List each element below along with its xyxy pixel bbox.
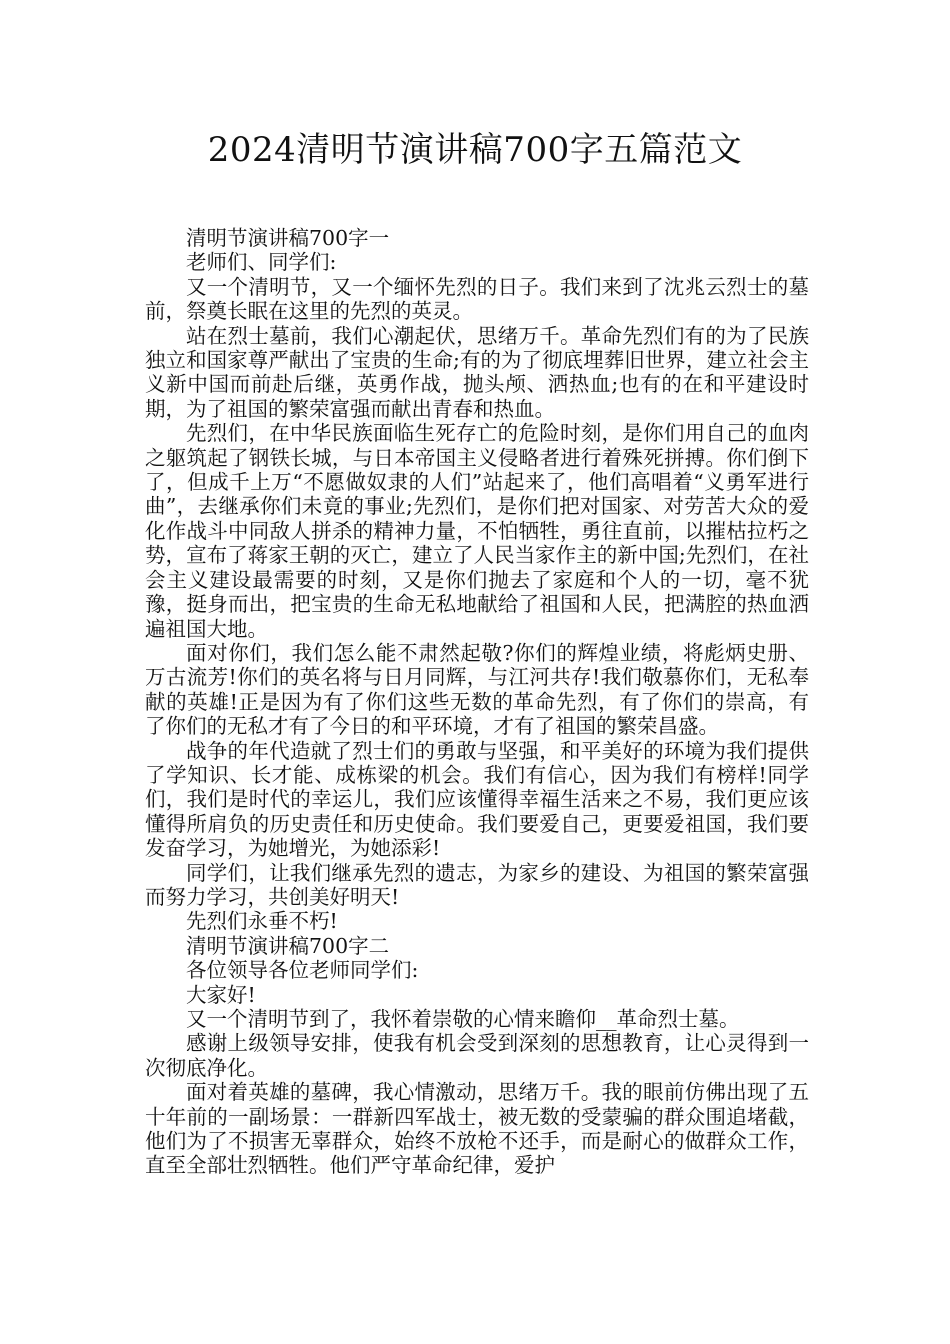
paragraph: 又一个清明节到了，我怀着崇敬的心情来瞻仰__革命烈士墓。 xyxy=(186,1007,740,1031)
salutation: 老师们、同学们: xyxy=(186,250,337,275)
section-heading-1: 清明节演讲稿700字一 xyxy=(186,226,390,250)
document-title: 2024清明节演讲稿700字五篇范文 xyxy=(207,130,743,170)
paragraph: 又一个清明节，又一个缅怀先烈的日子。我们来到了沈兆云烈士的墓前，祭奠长眠在这里的先烈的英灵。 xyxy=(145,274,809,324)
salutation: 各位领导各位老师同学们: xyxy=(186,958,419,983)
paragraph: 先烈们，在中华民族面临生死存亡的危险时刻，是你们用自己的血肉之躯筑起了钢铁长城，与日本帝国主义侵略者进行着殊死拼搏。你们倒下了，但成千上万“不愿做奴隶的人们”站起来了，他们高唱着“义勇军进行曲”，去继承你们未竟的事业;先烈们，是你们把对国家、对劳苦大众的爱化作战斗中同敌人拼杀的精神力量，不怕牺牲，勇往直前，以摧枯拉朽之势，宣布了蒋家王朝的灭亡，建立了人民当家作主的新中国;先烈们，在社会主义建设最需要的时刻，又是你们抛去了家庭和个人的一切，毫不犹豫，挺身而出，把宝贵的生命无私地献给了祖国和人民，把满腔的热血洒遍祖国大地。 xyxy=(145,421,809,641)
paragraph: 战争的年代造就了烈士们的勇敢与坚强，和平美好的环境为我们提供了学知识、长才能、成栋梁的机会。我们有信心，因为我们有榜样!同学们，我们是时代的幸运儿，我们应该懂得幸福生活来之不易，我们更应该懂得所肩负的历史责任和历史使命。我们要爱自己，更要爱祖国，我们要发奋学习，为她增光，为她添彩! xyxy=(145,738,809,861)
paragraph: 感谢上级领导安排，使我有机会受到深刻的思想教育，让心灵得到一次彻底净化。 xyxy=(145,1031,809,1080)
greeting: 大家好! xyxy=(186,982,256,1007)
closing-line: 先烈们永垂不朽! xyxy=(186,909,338,934)
paragraph: 面对着英雄的墓碑，我心情激动，思绪万千。我的眼前仿佛出现了五十年前的一副场景：一群新四军战士，被无数的受蒙骗的群众围追堵截，他们为了不损害无辜群众，始终不放枪不还手，而是耐心的做群众工作，直至全部壮烈牺牲。他们严守革命纪律，爱护 xyxy=(145,1080,809,1178)
paragraph: 站在烈士墓前，我们心潮起伏，思绪万千。革命先烈们有的为了民族独立和国家尊严献出了宝贵的生命;有的为了彻底埋葬旧世界，建立社会主义新中国而前赴后继，英勇作战，抛头颅、洒热血;也有的在和平建设时期，为了祖国的繁荣富强而献出青春和热血。 xyxy=(145,323,809,421)
paragraph: 同学们，让我们继承先烈的遗志，为家乡的建设、为祖国的繁荣富强而努力学习，共创美好明天! xyxy=(145,860,809,909)
document-body xyxy=(145,226,809,1178)
paragraph: 面对你们，我们怎么能不肃然起敬?你们的辉煌业绩，将彪炳史册、万古流芳!你们的英名将与日月同辉，与江河共存!我们敬慕你们，无私奉献的英雄!正是因为有了你们这些无数的革命先烈，有了你们的崇高，有了你们的无私才有了今日的和平环境，才有了祖国的繁荣昌盛。 xyxy=(145,640,809,739)
section-heading-2: 清明节演讲稿700字二 xyxy=(186,933,390,958)
